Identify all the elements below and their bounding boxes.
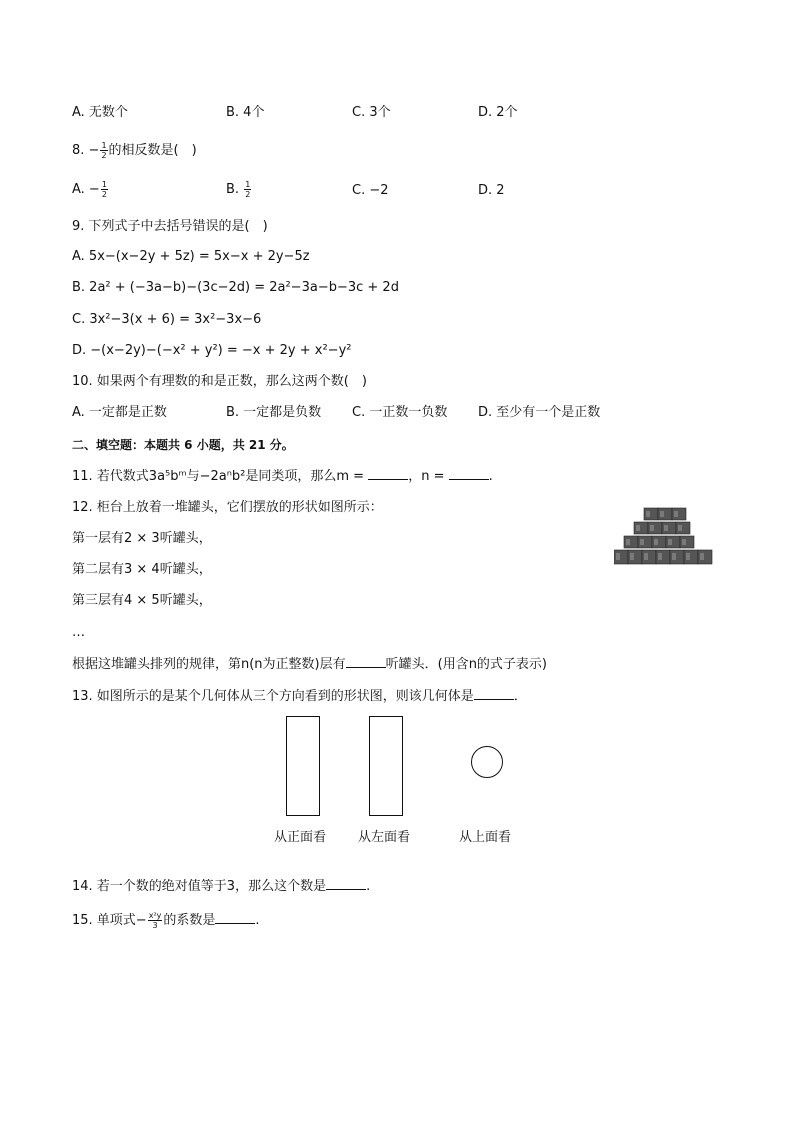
q7-option-d: D. 2个 <box>478 105 518 120</box>
q8-option-a-num: 1 <box>101 180 107 189</box>
q14-stem <box>72 877 370 896</box>
caption-top-view: 从上面看 <box>459 830 512 845</box>
q11-text-1: 11. 若代数式3a⁵bᵐ与−2aⁿb²是同类项，那么m = <box>72 469 369 484</box>
q9-option-d: D. −(x−2y)−(−x² + y²) = −x + 2y + x²−y² <box>72 343 352 358</box>
q10-stem: 10. 如果两个有理数的和是正数，那么这两个数( ) <box>72 374 367 389</box>
q8-stem-prefix: 8. − <box>72 143 100 158</box>
q12-layer-1: 第一层有2 × 3听罐头， <box>72 531 212 546</box>
q15-text-2: 的系数是 <box>163 913 216 928</box>
q7-option-c: C. 3个 <box>352 105 391 120</box>
q8-option-c: C. −2 <box>352 183 389 198</box>
q15-fraction <box>148 911 163 930</box>
q12-rule-text-2: 听罐头．(用含n的式子表示) <box>385 657 548 672</box>
q8-fraction <box>100 141 107 160</box>
q11-blank-n <box>449 467 489 480</box>
q11-stem <box>72 467 493 486</box>
q9-option-c: C. 3x²−3(x + 6) = 3x²−3x−6 <box>72 312 262 327</box>
q7-option-a: A. 无数个 <box>72 105 128 120</box>
q8-option-a <box>72 180 109 199</box>
q12-blank <box>346 655 386 668</box>
front-view-rectangle <box>286 716 320 816</box>
q8-option-a-den: 2 <box>101 190 107 199</box>
q11-text-3: . <box>488 469 493 484</box>
left-view-rectangle <box>369 716 403 816</box>
section-heading: 二、填空题：本题共 6 小题，共 21 分。 <box>72 438 294 452</box>
q15-frac-num: x²y <box>148 911 162 920</box>
can-stack-figure <box>614 506 718 572</box>
q14-blank <box>326 877 366 890</box>
q8-option-b-prefix: B. <box>226 182 244 197</box>
q8-frac-num: 1 <box>101 141 107 150</box>
q14-text-1: 14. 若一个数的绝对值等于3，那么这个数是 <box>72 879 327 894</box>
q10-option-c: C. 一正数一负数 <box>352 405 448 420</box>
q12-stem: 12. 柜台上放着一堆罐头，它们摆放的形状如图所示： <box>72 500 383 515</box>
q8-option-b <box>226 180 252 199</box>
q8-option-b-den: 2 <box>245 190 251 199</box>
q7-option-b: B. 4个 <box>226 105 265 120</box>
q11-blank-m <box>368 467 408 480</box>
q8-stem <box>72 141 197 160</box>
q15-text-3: . <box>255 913 260 928</box>
top-view-circle <box>471 746 503 778</box>
q13-text-1: 13. 如图所示的是某个几何体从三个方向看到的形状图，则该几何体是 <box>72 689 474 704</box>
q8-option-b-fraction <box>244 180 251 199</box>
q15-blank <box>215 911 255 924</box>
q15-frac-den: 3 <box>152 921 158 930</box>
q8-stem-suffix: 的相反数是( ) <box>108 143 197 158</box>
caption-front-view: 从正面看 <box>274 830 327 845</box>
q8-option-b-num: 1 <box>245 180 251 189</box>
q12-layer-3: 第三层有4 × 5听罐头， <box>72 593 212 608</box>
q11-text-2: ，n = <box>408 469 449 484</box>
q9-option-b: B. 2a² + (−3a−b)−(3c−2d) = 2a²−3a−b−3c + 2d <box>72 280 399 295</box>
q13-text-2: ． <box>513 689 527 704</box>
caption-left-view: 从左面看 <box>358 830 411 845</box>
q8-option-a-fraction <box>101 180 108 199</box>
q8-option-d: D. 2 <box>478 183 505 198</box>
q15-stem <box>72 911 260 930</box>
q9-stem: 9. 下列式子中去括号错误的是( ) <box>72 219 268 234</box>
q12-layer-2: 第二层有3 × 4听罐头， <box>72 562 212 577</box>
q8-option-a-prefix: A. − <box>72 182 100 197</box>
q13-stem <box>72 687 527 706</box>
q12-rule-text-1: 根据这堆罐头排列的规律，第n(n为正整数)层有 <box>72 657 346 672</box>
q13-blank <box>474 687 514 700</box>
q10-option-a: A. 一定都是正数 <box>72 405 167 420</box>
q15-text-1: 15. 单项式− <box>72 913 147 928</box>
q8-frac-den: 2 <box>101 151 107 160</box>
q12-rule <box>72 655 547 674</box>
q9-option-a: A. 5x−(x−2y + 5z) = 5x−x + 2y−5z <box>72 249 310 264</box>
q12-ellipsis: … <box>72 625 85 640</box>
q10-option-d: D. 至少有一个是正数 <box>478 405 601 420</box>
q14-text-2: . <box>366 879 371 894</box>
q10-option-b: B. 一定都是负数 <box>226 405 322 420</box>
